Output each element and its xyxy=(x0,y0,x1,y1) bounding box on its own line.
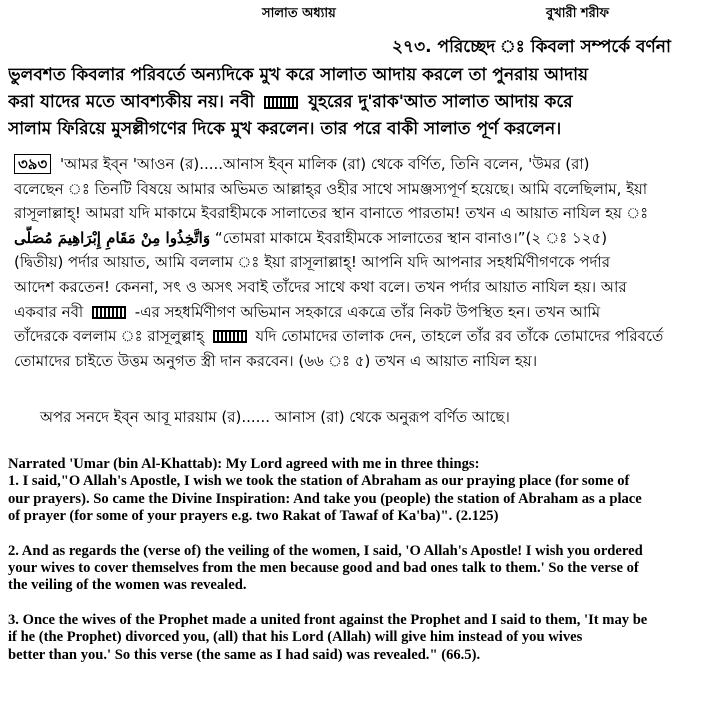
hadith-line: বলেছেন ঃ তিনটি বিষয়ে আমার অভিমত আল্লাহ্‌র ওহীর সাথে সামঞ্জস্যপূর্ণ হয়েছে। আমি বলেছিলাম, ইয়া xyxy=(14,179,648,198)
english-line: your wives to cover themselves from the men because good and bad ones talk to them.' So the verse of xyxy=(8,560,639,577)
hadith-text: 'আমর ইব্‌ন 'আওন (র).....আনাস ইব্‌ন মালিক (রা) থেকে বর্ণিত, তিনি বলেন, 'উমর (রা) xyxy=(60,155,590,173)
hadith-line xyxy=(14,324,716,349)
english-line: 2. And as regards the (verse of) the veiling of the women, I said, 'O Allah's Apostle! I wish you ordered xyxy=(8,542,643,559)
hadith-line: আদেশ করতেন! কেননা, সৎ ও অসৎ সবাই তাঁদের সাথে কথা বলে। তখন পর্দার আয়াত নাযিল হয়। আর xyxy=(14,277,627,296)
hadith-line xyxy=(14,300,716,325)
hadith-line: তোমাদের চাইতে উত্তম অনুগত স্ত্রী দান করবেন। (৬৬ ঃ ৫) তখন এ আয়াত নাযিল হয়। xyxy=(14,351,538,370)
hadith-line xyxy=(14,152,716,177)
intro-line: ভুলবশত কিবলার পরিবর্তে অন্যদিকে মুখ করে সালাত আদায় করলে তা পুনরায় আদায় xyxy=(8,65,589,85)
salutation-glyph-icon xyxy=(264,96,298,109)
book-header: বুখারী শরীফ xyxy=(546,6,610,21)
hadith-text: একবার নবী xyxy=(14,302,84,321)
english-line: 1. I said,"O Allah's Apostle, I wish we took the station of Abraham as our praying place (for some of xyxy=(8,473,630,490)
english-translation xyxy=(8,456,716,664)
intro-text: যুহরের দু'রাক'আত সালাত আদায় করে xyxy=(308,92,573,112)
intro-line xyxy=(8,89,714,116)
english-line: Narrated 'Umar (bin Al-Khattab): My Lord agreed with me in three things: xyxy=(8,456,480,472)
english-line: 3. Once the wives of the Prophet made a united front against the Prophet and I said to them, 'It may be xyxy=(8,611,648,628)
chapter-header: সালাত অধ্যায় xyxy=(262,6,336,21)
intro-text: করা যাদের মতে আবশ্যকীয় নয়। নবী xyxy=(8,92,255,112)
english-line: if he (the Prophet) divorced you, (all) that his Lord (Allah) will give him instead of you wives xyxy=(8,629,583,646)
salutation-glyph-icon xyxy=(213,330,247,343)
salutation-glyph-icon xyxy=(92,306,126,319)
english-line: the veiling of the women was revealed. xyxy=(8,577,247,594)
hadith-text: “তোমরা মাকামে ইবরাহীমকে সালাতের স্থান বানাও।”(২ ঃ ১২৫) xyxy=(214,228,608,247)
chapter-intro xyxy=(8,62,714,143)
arabic-verse: وَاتَّخِذُوا مِنْ مَقَامِ إِبْرَاهِيمَ مُصَلًّى xyxy=(14,228,211,247)
hadith-line xyxy=(14,226,716,251)
section-title: ২৭৩. পরিচ্ছেদ ঃ কিবলা সম্পর্কে বর্ণনা xyxy=(392,37,671,57)
english-line: better than you.' So this verse (the same as I had said) was revealed." (66.5). xyxy=(8,646,481,663)
hadith-number: ৩৯৩ xyxy=(14,154,51,174)
alternate-chain: অপর সনদে ইব্‌ন আবূ মারয়াম (র)...... আনাস (রা) থেকে অনুরূপ বর্ণিত আছে। xyxy=(40,408,510,426)
english-line: of prayer (for some of your prayers e.g. two Rakat of Tawaf of Ka'ba)". (2.125) xyxy=(8,508,499,525)
hadith-line: (দ্বিতীয়) পর্দার আয়াত, আমি বললাম ঃ ইয়া রাসূলাল্লাহ্‌! আপনি যদি আপনার সহধর্মিণীগণকে পর্দার xyxy=(14,253,610,272)
hadith-line: রাসূলাল্লাহ্‌! আমরা যদি মাকামে ইবরাহীমকে সালাতের স্থান বানাতে পারতাম! তখন এ আয়াত নাযিল হয় ঃ xyxy=(14,204,649,223)
intro-line: সালাম ফিরিয়ে মুসল্লীগণের দিকে মুখ করলেন। তার পরে বাকী সালাত পূর্ণ করলেন। xyxy=(8,119,562,139)
hadith-text: -এর সহধর্মিণীগণ অভিমান সহকারে একত্রে তাঁর নিকট উপস্থিত হন। তখন আমি xyxy=(134,302,601,321)
english-line: our prayers). So came the Divine Inspiration: And take you (people) the station of Abraham as a place xyxy=(8,490,642,507)
hadith-text: তাঁদেরকে বললাম ঃ রাসূলুল্লাহ্‌ xyxy=(14,327,204,346)
hadith-text: যদি তোমাদের তালাক দেন, তাহলে তাঁর রব তাঁকে তোমাদের পরিবর্তে xyxy=(255,327,664,346)
hadith-body xyxy=(14,152,716,373)
